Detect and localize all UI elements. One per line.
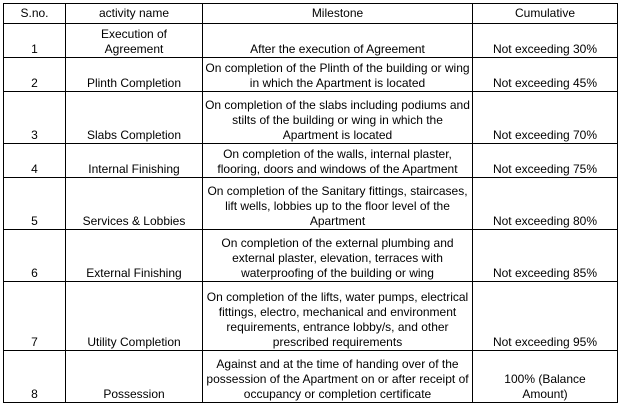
cell-cumulative: Not exceeding 85%: [473, 230, 618, 282]
cell-cumulative: Not exceeding 80%: [473, 178, 618, 230]
table-body: [4, 24, 618, 403]
table-row: [4, 230, 618, 282]
cell-milestone: On completion of the walls, internal plaster, flooring, doors and windows of the Apartment: [203, 144, 473, 178]
cell-activity: [66, 24, 203, 58]
cell-milestone: On completion of the lifts, water pumps, electrical fittings, electro, mechanical and environment requirements, entrance lobby/s, and other prescribed requirements: [203, 282, 473, 351]
cell-milestone: After the execution of Agreement: [203, 24, 473, 58]
cell-activity: Internal Finishing: [66, 144, 203, 178]
header-sno: S.no.: [4, 4, 66, 24]
table-row: [4, 178, 618, 230]
header-milestone: Milestone: [203, 4, 473, 24]
table-row: [4, 351, 618, 403]
cell-milestone: On completion of the slabs including podiums and stilts of the building or wing in which the Apartment is located: [203, 92, 473, 144]
cell-sno: 3: [4, 92, 66, 144]
cell-cumulative: Not exceeding 45%: [473, 58, 618, 92]
cell-sno: 7: [4, 282, 66, 351]
table-row: [4, 58, 618, 92]
cell-cumulative: [473, 351, 618, 403]
cell-sno: 6: [4, 230, 66, 282]
cell-cumulative: Not exceeding 95%: [473, 282, 618, 351]
payment-schedule-table: [3, 3, 618, 403]
cell-milestone: On completion of the Plinth of the building or wing in which the Apartment is located: [203, 58, 473, 92]
cell-activity: External Finishing: [66, 230, 203, 282]
cell-activity: Possession: [66, 351, 203, 403]
cell-cumulative: Not exceeding 70%: [473, 92, 618, 144]
cell-sno: 8: [4, 351, 66, 403]
cell-milestone: On completion of the Sanitary fittings, staircases, lift wells, lobbies up to the floor level of the Apartment: [203, 178, 473, 230]
cell-sno: 4: [4, 144, 66, 178]
header-activity-name: activity name: [66, 4, 203, 24]
cell-sno: 5: [4, 178, 66, 230]
header-cumulative: Cumulative: [473, 4, 618, 24]
table-row: [4, 144, 618, 178]
table-header: [4, 4, 618, 24]
cell-activity: Utility Completion: [66, 282, 203, 351]
activity-label: Execution of Agreement: [100, 27, 168, 56]
cell-activity: Services & Lobbies: [66, 178, 203, 230]
cell-cumulative: Not exceeding 30%: [473, 24, 618, 58]
cell-milestone: Against and at the time of handing over of the possession of the Apartment on or after receipt of occupancy or completion certificate: [203, 351, 473, 403]
cumulative-label: 100% (Balance Amount): [504, 372, 586, 401]
table-row: [4, 282, 618, 351]
cell-cumulative: Not exceeding 75%: [473, 144, 618, 178]
cell-activity: Slabs Completion: [66, 92, 203, 144]
table-row: [4, 92, 618, 144]
cell-activity: Plinth Completion: [66, 58, 203, 92]
table-row: [4, 24, 618, 58]
cell-milestone: On completion of the external plumbing and external plaster, elevation, terraces with waterproofing of the building or wing: [203, 230, 473, 282]
cell-sno: 2: [4, 58, 66, 92]
cell-sno: 1: [4, 24, 66, 58]
header-row: [4, 4, 618, 24]
